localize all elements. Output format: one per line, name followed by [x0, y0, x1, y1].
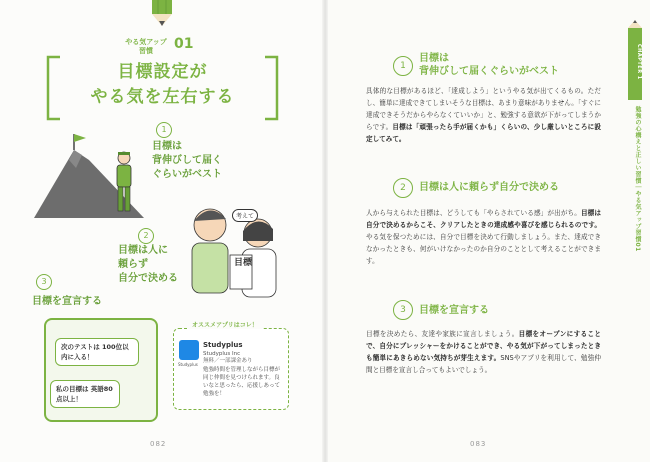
app-icon-caption: Studyplus [178, 362, 198, 367]
page-title: 目標設定が やる気を左右する [90, 62, 235, 107]
thought-bubble: 考えて [232, 209, 258, 222]
page-number-right: 083 [470, 440, 487, 448]
chapter-kicker: やる気アップ 習慣 [125, 38, 167, 55]
book-gutter [322, 0, 328, 462]
page-number-left: 082 [150, 440, 167, 448]
chat-bubble-1: 次のテストは 100位以内に入る！ [55, 338, 139, 366]
pencil-icon [147, 0, 177, 26]
climber-illustration [110, 150, 138, 215]
section-1-title: 目標は 背伸びして届くぐらいがベスト [419, 53, 559, 77]
recommended-app-heading: オススメアプリはコレ！ [188, 320, 262, 329]
app-description: 勉強時間を管理しながら目標が同じ仲間を見つけられます。良いなと思ったら、応援しあって勉強を！ [203, 367, 281, 397]
app-name: Studyplus [203, 341, 243, 349]
paper-goal-text: 目標 [234, 258, 253, 268]
app-publisher: Studyplus Inc 無料／一部課金あり [203, 351, 253, 364]
section-3-body: 目標を決めたら、友達や家族に宣言しましょう。目標をオープンにすることで、自分にプレッシャーをかけることができ、やる気が下がってしまったときも簡単にあきらめない気持ちが芽生えます。SNSやアプリを利用して、勉強仲間と目標を宣言し合ってもよいでしょう。 [366, 330, 602, 374]
chapter-side-tab-label: CHAPTER 1 [636, 44, 642, 80]
section-2-body: 人から与えられた目標は、どうしても「やらされている感」が出がち。目標は自分で決めるからこそ、クリアしたときの達成感や喜びを感じられるのです。やる気を保つためには、自分で目標を決めて行動しましょう。また、達成できなかったときも、何がいけなかったのか自分のこととして考えることができます。 [366, 209, 601, 265]
studyplus-app-icon [179, 340, 199, 360]
section-3-number: 3 [393, 300, 413, 320]
section-3-title: 目標を宣言する [419, 305, 489, 316]
point-3-number: 3 [36, 274, 52, 290]
section-1-number: 1 [393, 56, 413, 76]
section-2-title: 目標は人に頼らず自分で決める [419, 182, 559, 193]
point-2-label: 目標は人に 頼らず 自分で決める [118, 245, 178, 284]
point-1-label: 目標は 背伸びして届く ぐらいがベスト [152, 141, 222, 180]
point-1-number: 1 [156, 122, 172, 138]
running-head: 勉強の心構えと正しい習慣｜やる気アップ習慣01 [634, 106, 641, 252]
section-1-body: 具体的な目標があるほど、「達成しよう」というやる気が出てくるもの。ただし、簡単に達成できてしまいそうな目標は、あまり意味がありません。「すぐに達成できそうだからやらなくていいか」と、勉強する意欲が下がってしまうからです。目標は「頑張ったら手が届くかも」くらいの、少し厳しいところに設定してみて。 [366, 87, 601, 143]
point-3-label: 目標を宣言する [32, 296, 102, 307]
chapter-number: 01 [174, 36, 194, 52]
point-2-number: 2 [138, 228, 154, 244]
side-pencil-icon [628, 20, 642, 40]
chat-bubble-2: 私の目標は 英語80点以上！ [50, 380, 120, 408]
section-2-number: 2 [393, 178, 413, 198]
